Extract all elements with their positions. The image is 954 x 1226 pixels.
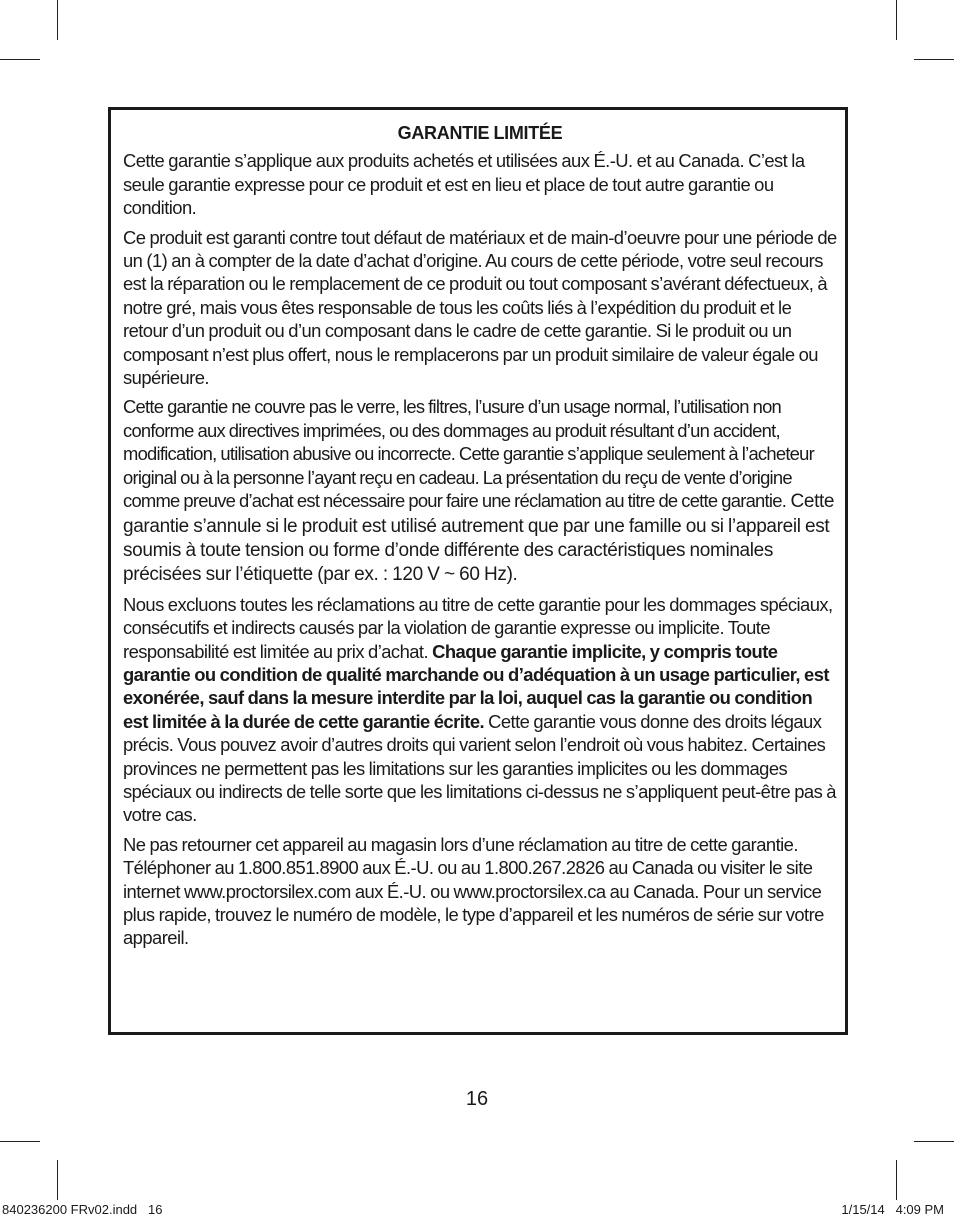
warranty-paragraph-exclusions [123, 395, 837, 586]
liability-text: Nous excluons toutes les réclamations au titre de cette garantie pour les dommages spéciaux, consécutifs et indirects causés par la violation de garantie expresse ou implicite. Toute responsabilité est limitée au prix d’achat. [123, 593, 833, 662]
exclusions-text: Cette garantie ne couvre pas le verre, les filtres, l’usure d’un usage normal, l’utilisation non conforme aux directives imprimées, ou des dommages au produit résultant d’un accident, modification, utilisation abusive ou incorrecte. Cette garantie s’applique seulement à l’acheteur original ou à la personne l’ayant reçu en cadeau. La présentation du reçu de vente d’origine comme preuve d’achat est nécessaire pour faire une réclamation au titre de cette garantie. [123, 396, 815, 512]
warranty-title: GARANTIE LIMITÉE [397, 123, 563, 143]
warranty-paragraph-liability [123, 593, 837, 827]
crop-mark [896, 0, 897, 40]
crop-mark [914, 59, 954, 60]
page-number: 16 [465, 1088, 489, 1110]
implied-warranty-bold-text: Chaque garantie implicite, y compris toute garantie ou condition de qualité marchande ou d’adéquation à un usage particulier, est exonérée, sauf dans la mesure interdite par la loi, auquel cas la garantie ou condition est limitée à la durée de cette garantie écrite. [123, 640, 829, 732]
slug-file-info: 840236200 FRv02.indd 16 [2, 1202, 163, 1217]
slug-datetime: 1/15/14 4:09 PM [841, 1202, 944, 1217]
warranty-paragraph-contact: Ne pas retourner cet appareil au magasin lors d’une réclamation au titre de cette garantie. Téléphoner au 1.800.851.8900 aux É.-U. ou au 1.800.267.2826 au Canada ou visiter le site internet www.proctorsilex.com aux É.-U. ou www.proctorsilex.ca au Canada. Pour un service plus rapide, trouvez le numéro de modèle, le type d’appareil et les numéros de série sur votre appareil. [123, 833, 824, 949]
crop-mark [0, 1141, 40, 1142]
warranty-content [123, 122, 837, 956]
crop-mark [0, 59, 40, 60]
legal-rights-text: Cette garantie vous donne des droits légaux précis. Vous pouvez avoir d’autres droits qui varient selon l’endroit où vous habitez. Certaines provinces ne permettent pas les limitations sur les garanties implicites ou les dommages spéciaux ou indirects de telle sorte que les limitations ci-dessus ne s’appliquent peut-être pas à votre cas. [123, 710, 836, 826]
crop-mark [57, 0, 58, 40]
crop-mark [914, 1141, 954, 1142]
voidance-text: Cette garantie s’annule si le produit est utilisé autrement que par une famille ou si l’appareil est soumis à toute tension ou forme d’onde différente des caractéristiques nominales précisées sur l’étiquette (par ex. : 120 V ~ 60 Hz). [123, 491, 835, 586]
warranty-paragraph-coverage: Ce produit est garanti contre tout défaut de matériaux et de main-d’oeuvre pour une période de un (1) an à compter de la date d’achat d’origine. Au cours de cette période, votre seul recours est la réparation ou le remplacement de ce produit ou tout composant s’avérant défectueux, à notre gré, mais vous êtes responsable de tous les coûts liés à l’expédition du produit et le retour d’un produit ou d’un composant dans le cadre de cette garantie. Si le produit ou un composant n’est plus offert, nous le remplacerons par un produit similaire de valeur égale ou supérieure. [123, 226, 837, 389]
warranty-paragraph-scope: Cette garantie s’applique aux produits achetés et utilisées aux É.-U. et au Canada. C’est la seule garantie expresse pour ce produit et est en lieu et place de tout autre garantie ou condition. [123, 150, 805, 219]
warranty-box [108, 107, 848, 1035]
crop-mark [896, 1160, 897, 1200]
crop-mark [57, 1160, 58, 1200]
